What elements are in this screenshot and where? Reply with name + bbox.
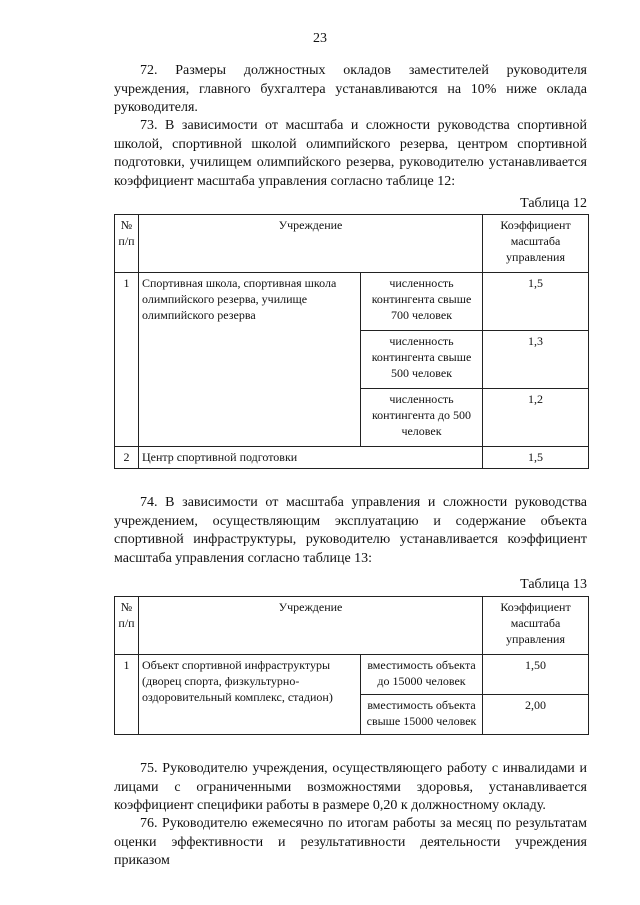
table-13-header-institution: Учреждение xyxy=(139,597,483,655)
table-12-row-1-coef-2: 1,3 xyxy=(483,331,589,389)
table-12-row-1-coef-1: 1,5 xyxy=(483,273,589,331)
table-12-header-row xyxy=(115,215,589,273)
table-12-header-num: № п/п xyxy=(115,215,139,273)
table-12-row-1-condition-2: численность контингента свыше 500 человек xyxy=(361,331,483,389)
table-13-row-1-coef-2: 2,00 xyxy=(483,695,589,735)
table-13-row-1-coef-1: 1,50 xyxy=(483,655,589,695)
paragraph-76: 76. Руководителю ежемесячно по итогам работы за месяц по результатам оценки эффективности и результативности деятельности учреждения приказом xyxy=(114,816,587,868)
table-row xyxy=(115,655,589,695)
table-row xyxy=(115,273,589,331)
table-13-header-coef: Коэффициент масштаба управления xyxy=(483,597,589,655)
paragraph-74: 74. В зависимости от масштаба управления и сложности руководства учреждением, осуществляющим эксплуатацию и содержание объекта спортивной инфраструктуры, руководителю устанавливается коэффициент масштаба управления согласно таблице 13: xyxy=(114,495,587,566)
table-13-row-1-condition-2: вместимость объекта свыше 15000 человек xyxy=(361,695,483,735)
table-12-row-1-num: 1 xyxy=(115,273,139,447)
table-12-header-institution: Учреждение xyxy=(139,215,483,273)
table-12-header-coef: Коэффициент масштаба управления xyxy=(483,215,589,273)
table-13-row-1-institution: Объект спортивной инфраструктуры (дворец спорта, физкультурно-оздоровительный комплекс, стадион) xyxy=(139,655,361,735)
table-12-row-2-num: 2 xyxy=(115,447,139,469)
table-12-row-1-condition-3: численность контингента до 500 человек xyxy=(361,389,483,447)
page-number: 23 xyxy=(313,31,327,46)
table-13-header-row xyxy=(115,597,589,655)
table-13-header-num: № п/п xyxy=(115,597,139,655)
table-12-row-2-institution: Центр спортивной подготовки xyxy=(139,447,483,469)
paragraph-72: 72. Размеры должностных окладов заместителей руководителя учреждения, главного бухгалтера устанавливаются на 10% ниже оклада руководителя. xyxy=(114,63,587,115)
paragraph-75: 75. Руководителю учреждения, осуществляющего работу с инвалидами и лицами с ограниченными возможностями здоровья, устанавливается коэффициент специфики работы в размере 0,20 к должностному окладу. xyxy=(114,761,587,813)
table-row xyxy=(115,447,589,469)
table-13-caption: Таблица 13 xyxy=(520,577,587,592)
table-12-row-2-coef: 1,5 xyxy=(483,447,589,469)
table-12-row-1-coef-3: 1,2 xyxy=(483,389,589,447)
table-12-row-1-institution: Спортивная школа, спортивная школа олимпийского резерва, училище олимпийского резерва xyxy=(139,273,361,447)
paragraph-73: 73. В зависимости от масштаба и сложности руководства спортивной школой, спортивной школой олимпийского резерва, центром спортивной подготовки, училищем олимпийского резерва, руководителю устанавливается коэффициент масштаба управления согласно таблице 12: xyxy=(114,118,587,189)
table-12-row-1-condition-1: численность контингента свыше 700 человек xyxy=(361,273,483,331)
table-12 xyxy=(114,214,589,469)
table-13-row-1-condition-1: вместимость объекта до 15000 человек xyxy=(361,655,483,695)
table-12-caption: Таблица 12 xyxy=(520,196,587,211)
table-13-row-1-num: 1 xyxy=(115,655,139,735)
table-13 xyxy=(114,596,589,735)
